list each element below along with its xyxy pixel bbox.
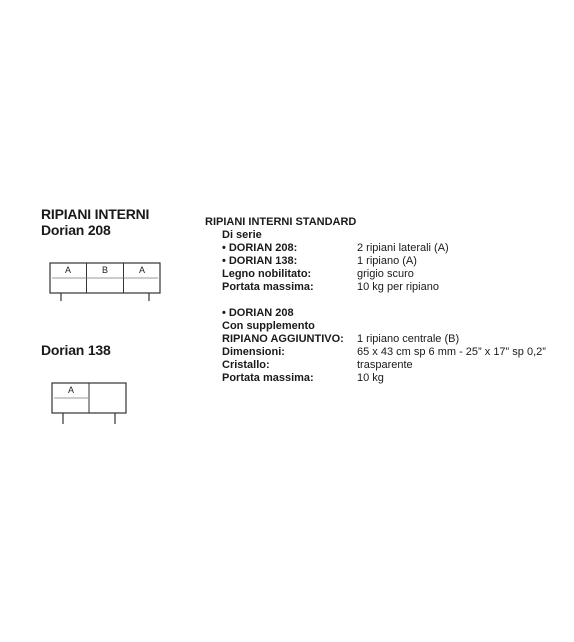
spec-value-dimensioni: 65 x 43 cm sp 6 mm - 25” x 17” sp 0,2” bbox=[357, 346, 546, 358]
shelf-label-a-right: A bbox=[138, 265, 146, 275]
spec-label-dorian-208: • DORIAN 208: bbox=[222, 242, 297, 255]
shelf-label-a: A bbox=[67, 385, 75, 395]
model-name-138: Dorian 138 bbox=[41, 342, 111, 358]
section-heading: RIPIANI INTERNI bbox=[41, 206, 150, 222]
di-serie-label: Di serie bbox=[222, 229, 262, 241]
shelf-label-a-left: A bbox=[64, 265, 72, 275]
spec-label-portata: Portata massima: bbox=[222, 281, 314, 293]
specs-title: RIPIANI INTERNI STANDARD bbox=[205, 216, 357, 228]
shelf-label-b: B bbox=[101, 265, 109, 275]
dorian-138-shelf-diagram bbox=[51, 382, 129, 426]
dorian-208-subheading: • DORIAN 208 bbox=[222, 307, 294, 320]
spec-value-cristallo: trasparente bbox=[357, 359, 413, 371]
spec-label-dimensioni: Dimensioni: bbox=[222, 346, 285, 358]
spec-label-cristallo: Cristallo: bbox=[222, 359, 270, 371]
spec-label-legno: Legno nobilitato: bbox=[222, 268, 312, 280]
spec-value-portata-extra: 10 kg bbox=[357, 372, 384, 384]
spec-label-portata-extra: Portata massima: bbox=[222, 372, 314, 384]
spec-label-dorian-138: • DORIAN 138: bbox=[222, 255, 297, 268]
spec-value-dorian-208: 2 ripiani laterali (A) bbox=[357, 242, 449, 254]
spec-label-ripiano-aggiuntivo: RIPIANO AGGIUNTIVO: bbox=[222, 333, 344, 345]
con-supplemento-label: Con supplemento bbox=[222, 320, 315, 332]
spec-value-ripiano-aggiuntivo: 1 ripiano centrale (B) bbox=[357, 333, 460, 345]
model-name-208: Dorian 208 bbox=[41, 222, 111, 238]
spec-value-dorian-138: 1 ripiano (A) bbox=[357, 255, 417, 267]
dorian-208-shelf-diagram bbox=[49, 262, 163, 302]
spec-value-legno: grigio scuro bbox=[357, 268, 414, 280]
spec-value-portata: 10 kg per ripiano bbox=[357, 281, 439, 293]
